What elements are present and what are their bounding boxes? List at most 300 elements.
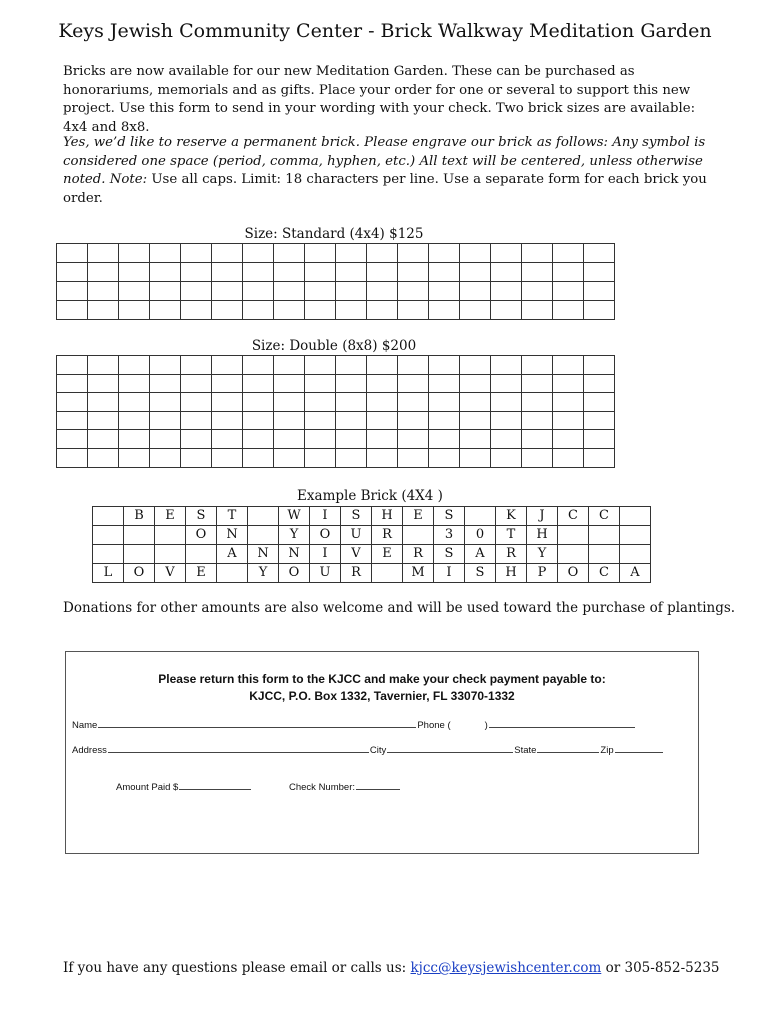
standard-brick-cell[interactable] bbox=[367, 282, 398, 301]
double-brick-cell[interactable] bbox=[429, 411, 460, 430]
double-brick-cell[interactable] bbox=[150, 393, 181, 412]
example-brick-cell: E bbox=[372, 545, 403, 564]
standard-brick-cell[interactable] bbox=[119, 263, 150, 282]
state-label: State bbox=[514, 745, 537, 756]
double-brick-cell[interactable] bbox=[88, 411, 119, 430]
example-brick-cell: R bbox=[372, 526, 403, 545]
standard-brick-cell[interactable] bbox=[336, 263, 367, 282]
double-brick-cell[interactable] bbox=[336, 356, 367, 375]
example-brick-cell: Y bbox=[527, 545, 558, 564]
double-brick-cell[interactable] bbox=[119, 374, 150, 393]
standard-brick-cell[interactable] bbox=[429, 263, 460, 282]
double-brick-cell[interactable] bbox=[553, 393, 584, 412]
example-brick-cell: I bbox=[310, 545, 341, 564]
example-brick-cell bbox=[589, 526, 620, 545]
standard-brick-cell[interactable] bbox=[305, 244, 336, 263]
phone-area-code-field[interactable] bbox=[452, 719, 484, 728]
check-number-field[interactable] bbox=[356, 780, 400, 790]
example-brick-cell: U bbox=[310, 564, 341, 583]
double-brick-cell[interactable] bbox=[305, 430, 336, 449]
double-brick-cell[interactable] bbox=[522, 430, 553, 449]
double-brick-cell[interactable] bbox=[584, 411, 615, 430]
double-brick-cell[interactable] bbox=[460, 411, 491, 430]
standard-brick-cell[interactable] bbox=[522, 301, 553, 320]
double-brick-cell[interactable] bbox=[88, 430, 119, 449]
standard-brick-grid[interactable] bbox=[56, 243, 615, 320]
standard-brick-cell[interactable] bbox=[336, 244, 367, 263]
double-brick-cell[interactable] bbox=[553, 430, 584, 449]
example-brick-cell bbox=[620, 526, 651, 545]
double-brick-cell[interactable] bbox=[553, 356, 584, 375]
double-brick-cell[interactable] bbox=[584, 374, 615, 393]
standard-brick-cell[interactable] bbox=[491, 244, 522, 263]
double-brick-grid[interactable] bbox=[56, 355, 615, 468]
double-brick-cell[interactable] bbox=[398, 448, 429, 467]
example-brick-cell: N bbox=[217, 526, 248, 545]
double-brick-cell[interactable] bbox=[243, 393, 274, 412]
double-brick-cell[interactable] bbox=[336, 430, 367, 449]
double-brick-cell[interactable] bbox=[584, 448, 615, 467]
double-brick-cell[interactable] bbox=[460, 356, 491, 375]
double-brick-cell[interactable] bbox=[243, 448, 274, 467]
standard-brick-cell[interactable] bbox=[336, 282, 367, 301]
standard-brick-cell[interactable] bbox=[522, 244, 553, 263]
example-brick-cell bbox=[93, 507, 124, 526]
example-brick-cell: R bbox=[496, 545, 527, 564]
example-brick-cell: C bbox=[558, 507, 589, 526]
example-brick-cell: O bbox=[124, 564, 155, 583]
example-brick-row bbox=[93, 526, 651, 545]
example-brick-cell: U bbox=[341, 526, 372, 545]
example-brick-cell: E bbox=[155, 507, 186, 526]
example-brick-cell: T bbox=[217, 507, 248, 526]
example-brick-cell: M bbox=[403, 564, 434, 583]
double-brick-cell[interactable] bbox=[429, 448, 460, 467]
page-title: Keys Jewish Community Center - Brick Walkway Meditation Garden bbox=[58, 20, 712, 42]
standard-brick-cell[interactable] bbox=[212, 301, 243, 320]
double-brick-cell[interactable] bbox=[367, 374, 398, 393]
standard-brick-cell[interactable] bbox=[398, 301, 429, 320]
standard-brick-cell[interactable] bbox=[553, 282, 584, 301]
double-brick-cell[interactable] bbox=[553, 448, 584, 467]
example-brick-cell bbox=[620, 545, 651, 564]
mailing-address: KJCC, P.O. Box 1332, Tavernier, FL 33070-1332 bbox=[249, 689, 515, 703]
example-brick-cell: E bbox=[403, 507, 434, 526]
example-brick-cell: H bbox=[496, 564, 527, 583]
double-brick-cell[interactable] bbox=[305, 448, 336, 467]
double-brick-cell[interactable] bbox=[57, 448, 88, 467]
standard-brick-cell[interactable] bbox=[274, 263, 305, 282]
example-brick-cell: J bbox=[527, 507, 558, 526]
state-field[interactable] bbox=[537, 743, 599, 753]
double-brick-cell[interactable] bbox=[305, 374, 336, 393]
standard-brick-cell[interactable] bbox=[150, 282, 181, 301]
standard-brick-cell[interactable] bbox=[584, 263, 615, 282]
standard-brick-cell[interactable] bbox=[212, 282, 243, 301]
double-brick-cell[interactable] bbox=[491, 448, 522, 467]
double-brick-cell[interactable] bbox=[429, 393, 460, 412]
double-brick-cell[interactable] bbox=[88, 393, 119, 412]
double-brick-cell[interactable] bbox=[181, 393, 212, 412]
standard-brick-cell[interactable] bbox=[522, 282, 553, 301]
standard-brick-cell[interactable] bbox=[212, 263, 243, 282]
example-brick-cell bbox=[155, 545, 186, 564]
standard-brick-cell[interactable] bbox=[429, 244, 460, 263]
example-brick-cell bbox=[589, 545, 620, 564]
double-brick-cell[interactable] bbox=[119, 448, 150, 467]
example-brick-cell bbox=[124, 545, 155, 564]
example-brick-cell bbox=[558, 545, 589, 564]
example-brick-cell: O bbox=[279, 564, 310, 583]
standard-brick-cell[interactable] bbox=[88, 263, 119, 282]
standard-brick-cell[interactable] bbox=[57, 263, 88, 282]
address-field[interactable] bbox=[108, 743, 369, 753]
example-brick-cell: I bbox=[310, 507, 341, 526]
double-brick-cell[interactable] bbox=[522, 393, 553, 412]
double-brick-cell[interactable] bbox=[150, 430, 181, 449]
example-brick-cell: S bbox=[434, 507, 465, 526]
standard-brick-cell[interactable] bbox=[119, 282, 150, 301]
double-brick-cell[interactable] bbox=[88, 356, 119, 375]
double-brick-cell[interactable] bbox=[584, 430, 615, 449]
double-brick-cell[interactable] bbox=[181, 356, 212, 375]
double-brick-cell[interactable] bbox=[212, 374, 243, 393]
example-brick-cell: 3 bbox=[434, 526, 465, 545]
double-brick-cell[interactable] bbox=[212, 356, 243, 375]
standard-brick-cell[interactable] bbox=[212, 244, 243, 263]
double-brick-cell[interactable] bbox=[398, 393, 429, 412]
standard-brick-row bbox=[57, 282, 615, 301]
double-brick-cell[interactable] bbox=[584, 393, 615, 412]
double-brick-cell[interactable] bbox=[336, 448, 367, 467]
double-brick-cell[interactable] bbox=[150, 356, 181, 375]
standard-brick-cell[interactable] bbox=[305, 282, 336, 301]
standard-brick-cell[interactable] bbox=[367, 263, 398, 282]
intro-paragraph: Bricks are now available for our new Meditation Garden. These can be purchased as honorariums, memorials and as gifts. Place your order for one or several to support this new project. Use this form to send in your wording with your check. Two brick sizes are available: 4x4 and 8x8. bbox=[63, 64, 696, 135]
standard-brick-cell[interactable] bbox=[57, 301, 88, 320]
double-brick-cell[interactable] bbox=[88, 374, 119, 393]
standard-brick-cell[interactable] bbox=[243, 244, 274, 263]
double-brick-cell[interactable] bbox=[212, 448, 243, 467]
standard-brick-cell[interactable] bbox=[398, 282, 429, 301]
double-brick-cell[interactable] bbox=[522, 356, 553, 375]
example-brick-cell: Y bbox=[248, 564, 279, 583]
example-brick-cell bbox=[93, 526, 124, 545]
example-brick-cell: R bbox=[403, 545, 434, 564]
double-brick-cell[interactable] bbox=[274, 356, 305, 375]
standard-brick-cell[interactable] bbox=[553, 244, 584, 263]
donations-note: Donations for other amounts are also welcome and will be used toward the purchase of plantings. bbox=[63, 600, 736, 616]
name-field[interactable] bbox=[98, 718, 416, 728]
standard-brick-cell[interactable] bbox=[305, 263, 336, 282]
standard-brick-cell[interactable] bbox=[429, 282, 460, 301]
standard-brick-cell[interactable] bbox=[584, 282, 615, 301]
double-brick-cell[interactable] bbox=[460, 430, 491, 449]
check-number-label: Check Number: bbox=[289, 782, 355, 793]
double-brick-cell[interactable] bbox=[553, 411, 584, 430]
double-brick-cell[interactable] bbox=[336, 374, 367, 393]
example-brick-cell bbox=[217, 564, 248, 583]
double-brick-cell[interactable] bbox=[398, 356, 429, 375]
standard-brick-cell[interactable] bbox=[398, 263, 429, 282]
standard-brick-cell[interactable] bbox=[274, 282, 305, 301]
address-label: Address bbox=[72, 745, 107, 756]
standard-brick-cell[interactable] bbox=[553, 263, 584, 282]
standard-brick-cell[interactable] bbox=[57, 282, 88, 301]
double-brick-cell[interactable] bbox=[274, 411, 305, 430]
example-brick-caption: Example Brick (4X4 ) bbox=[297, 488, 443, 504]
example-brick-cell: O bbox=[310, 526, 341, 545]
example-brick-row bbox=[93, 507, 651, 526]
standard-brick-cell[interactable] bbox=[119, 301, 150, 320]
double-brick-cell[interactable] bbox=[212, 430, 243, 449]
standard-brick-cell[interactable] bbox=[274, 301, 305, 320]
zip-field[interactable] bbox=[615, 743, 663, 753]
standard-brick-row bbox=[57, 263, 615, 282]
double-brick-cell[interactable] bbox=[212, 393, 243, 412]
return-instructions-line-1: Please return this form to the KJCC and make your check payment payable to: bbox=[158, 672, 606, 686]
instructions-paragraph bbox=[63, 134, 713, 208]
example-brick-cell bbox=[155, 526, 186, 545]
example-brick-cell: C bbox=[589, 507, 620, 526]
standard-brick-cell[interactable] bbox=[460, 263, 491, 282]
double-brick-cell[interactable] bbox=[491, 393, 522, 412]
double-brick-cell[interactable] bbox=[460, 448, 491, 467]
example-brick-cell: T bbox=[496, 526, 527, 545]
standard-brick-cell[interactable] bbox=[181, 263, 212, 282]
double-brick-cell[interactable] bbox=[584, 356, 615, 375]
example-brick-cell: S bbox=[465, 564, 496, 583]
standard-brick-cell[interactable] bbox=[57, 244, 88, 263]
standard-brick-cell[interactable] bbox=[491, 263, 522, 282]
standard-brick-cell[interactable] bbox=[150, 244, 181, 263]
contact-footer bbox=[63, 960, 720, 976]
double-brick-cell[interactable] bbox=[522, 374, 553, 393]
standard-brick-cell[interactable] bbox=[367, 301, 398, 320]
example-brick-cell bbox=[124, 526, 155, 545]
double-brick-cell[interactable] bbox=[274, 393, 305, 412]
double-brick-cell[interactable] bbox=[150, 411, 181, 430]
standard-brick-cell[interactable] bbox=[88, 301, 119, 320]
double-brick-cell[interactable] bbox=[460, 374, 491, 393]
double-brick-row bbox=[57, 356, 615, 375]
example-brick-cell bbox=[372, 564, 403, 583]
double-brick-cell[interactable] bbox=[243, 356, 274, 375]
example-brick-cell: P bbox=[527, 564, 558, 583]
example-brick-cell bbox=[248, 526, 279, 545]
double-brick-cell[interactable] bbox=[522, 411, 553, 430]
double-brick-cell[interactable] bbox=[398, 430, 429, 449]
example-brick-cell: S bbox=[341, 507, 372, 526]
standard-brick-cell[interactable] bbox=[119, 244, 150, 263]
example-brick-cell: B bbox=[124, 507, 155, 526]
city-label: City bbox=[369, 745, 387, 756]
address-row bbox=[72, 743, 664, 756]
contact-text: If you have any questions please email or calls us: bbox=[63, 960, 407, 976]
example-brick-cell bbox=[403, 526, 434, 545]
double-brick-cell[interactable] bbox=[212, 411, 243, 430]
double-brick-row bbox=[57, 430, 615, 449]
standard-brick-cell[interactable] bbox=[460, 301, 491, 320]
double-brick-cell[interactable] bbox=[119, 430, 150, 449]
example-brick-cell: C bbox=[589, 564, 620, 583]
standard-brick-row bbox=[57, 301, 615, 320]
city-field[interactable] bbox=[387, 743, 513, 753]
double-brick-cell[interactable] bbox=[119, 356, 150, 375]
example-brick-cell: O bbox=[558, 564, 589, 583]
standard-brick-cell[interactable] bbox=[584, 244, 615, 263]
standard-brick-cell[interactable] bbox=[150, 263, 181, 282]
contact-phone: 305-852-5235 bbox=[624, 960, 720, 976]
double-brick-cell[interactable] bbox=[491, 430, 522, 449]
standard-brick-cell[interactable] bbox=[181, 301, 212, 320]
double-brick-cell[interactable] bbox=[243, 411, 274, 430]
amount-paid-label: Amount Paid $ bbox=[116, 782, 179, 793]
double-brick-cell[interactable] bbox=[119, 411, 150, 430]
example-brick-cell: 0 bbox=[465, 526, 496, 545]
standard-brick-cell[interactable] bbox=[491, 301, 522, 320]
standard-brick-cell[interactable] bbox=[181, 244, 212, 263]
standard-brick-cell[interactable] bbox=[305, 301, 336, 320]
amount-paid-field[interactable] bbox=[179, 780, 251, 790]
standard-brick-cell[interactable] bbox=[522, 263, 553, 282]
standard-brick-cell[interactable] bbox=[336, 301, 367, 320]
phone-label: Phone ( bbox=[417, 720, 451, 731]
double-brick-cell[interactable] bbox=[429, 356, 460, 375]
example-brick-cell: I bbox=[434, 564, 465, 583]
double-brick-cell[interactable] bbox=[429, 374, 460, 393]
name-label: Name bbox=[72, 720, 98, 731]
double-brick-cell[interactable] bbox=[57, 393, 88, 412]
standard-brick-cell[interactable] bbox=[150, 301, 181, 320]
example-brick-grid bbox=[92, 506, 651, 583]
example-brick-cell: A bbox=[620, 564, 651, 583]
example-brick-cell: E bbox=[186, 564, 217, 583]
double-brick-cell[interactable] bbox=[274, 448, 305, 467]
standard-size-caption: Size: Standard (4x4) $125 bbox=[244, 226, 424, 242]
double-brick-cell[interactable] bbox=[460, 393, 491, 412]
example-brick-cell: V bbox=[155, 564, 186, 583]
example-brick-cell: Y bbox=[279, 526, 310, 545]
double-brick-cell[interactable] bbox=[243, 430, 274, 449]
double-brick-row bbox=[57, 393, 615, 412]
example-brick-cell: L bbox=[93, 564, 124, 583]
double-brick-cell[interactable] bbox=[119, 393, 150, 412]
double-brick-cell[interactable] bbox=[274, 430, 305, 449]
double-brick-cell[interactable] bbox=[367, 411, 398, 430]
double-brick-cell[interactable] bbox=[57, 356, 88, 375]
standard-brick-cell[interactable] bbox=[243, 301, 274, 320]
standard-brick-cell[interactable] bbox=[398, 244, 429, 263]
example-brick-cell: H bbox=[527, 526, 558, 545]
standard-brick-cell[interactable] bbox=[584, 301, 615, 320]
example-brick-cell: S bbox=[186, 507, 217, 526]
standard-brick-cell[interactable] bbox=[553, 301, 584, 320]
double-brick-cell[interactable] bbox=[150, 374, 181, 393]
standard-brick-cell[interactable] bbox=[429, 301, 460, 320]
double-brick-cell[interactable] bbox=[243, 374, 274, 393]
double-brick-cell[interactable] bbox=[367, 356, 398, 375]
double-brick-cell[interactable] bbox=[88, 448, 119, 467]
double-brick-cell[interactable] bbox=[150, 448, 181, 467]
standard-brick-cell[interactable] bbox=[274, 244, 305, 263]
example-brick-cell: S bbox=[434, 545, 465, 564]
standard-brick-cell[interactable] bbox=[460, 282, 491, 301]
example-brick-cell: V bbox=[341, 545, 372, 564]
example-brick-cell bbox=[558, 526, 589, 545]
double-brick-cell[interactable] bbox=[336, 393, 367, 412]
standard-brick-cell[interactable] bbox=[243, 263, 274, 282]
standard-brick-cell[interactable] bbox=[460, 244, 491, 263]
example-brick-cell: A bbox=[465, 545, 496, 564]
example-brick-cell: N bbox=[248, 545, 279, 564]
amount-row bbox=[116, 780, 252, 793]
standard-brick-cell[interactable] bbox=[243, 282, 274, 301]
double-brick-cell[interactable] bbox=[398, 411, 429, 430]
double-brick-cell[interactable] bbox=[367, 448, 398, 467]
contact-or: or bbox=[605, 960, 621, 976]
standard-brick-cell[interactable] bbox=[181, 282, 212, 301]
double-brick-cell[interactable] bbox=[305, 356, 336, 375]
double-brick-cell[interactable] bbox=[57, 374, 88, 393]
standard-brick-cell[interactable] bbox=[88, 282, 119, 301]
double-brick-cell[interactable] bbox=[57, 411, 88, 430]
double-brick-cell[interactable] bbox=[181, 448, 212, 467]
double-brick-cell[interactable] bbox=[305, 393, 336, 412]
phone-field[interactable] bbox=[489, 718, 635, 728]
double-brick-cell[interactable] bbox=[398, 374, 429, 393]
double-brick-cell[interactable] bbox=[181, 374, 212, 393]
double-brick-cell[interactable] bbox=[429, 430, 460, 449]
double-brick-cell[interactable] bbox=[522, 448, 553, 467]
example-brick-cell: K bbox=[496, 507, 527, 526]
double-brick-cell[interactable] bbox=[491, 411, 522, 430]
double-brick-cell[interactable] bbox=[57, 430, 88, 449]
double-size-caption: Size: Double (8x8) $200 bbox=[251, 338, 417, 354]
standard-brick-cell[interactable] bbox=[367, 244, 398, 263]
example-brick-cell: R bbox=[341, 564, 372, 583]
example-brick-cell: H bbox=[372, 507, 403, 526]
example-brick-cell bbox=[186, 545, 217, 564]
double-brick-cell[interactable] bbox=[491, 374, 522, 393]
return-form-box bbox=[65, 651, 699, 854]
double-brick-cell[interactable] bbox=[491, 356, 522, 375]
double-brick-cell[interactable] bbox=[367, 393, 398, 412]
example-brick-cell bbox=[620, 507, 651, 526]
name-phone-row bbox=[72, 718, 636, 731]
double-brick-cell[interactable] bbox=[305, 411, 336, 430]
double-brick-cell[interactable] bbox=[274, 374, 305, 393]
example-brick-row bbox=[93, 545, 651, 564]
standard-brick-cell[interactable] bbox=[491, 282, 522, 301]
standard-brick-cell[interactable] bbox=[88, 244, 119, 263]
example-brick-cell: W bbox=[279, 507, 310, 526]
double-brick-row bbox=[57, 374, 615, 393]
double-brick-row bbox=[57, 448, 615, 467]
example-brick-cell: A bbox=[217, 545, 248, 564]
contact-email-link[interactable]: kjcc@keysjewishcenter.com bbox=[410, 960, 602, 976]
example-brick-cell bbox=[248, 507, 279, 526]
standard-brick-row bbox=[57, 244, 615, 263]
double-brick-cell[interactable] bbox=[181, 430, 212, 449]
double-brick-cell[interactable] bbox=[181, 411, 212, 430]
example-brick-cell bbox=[465, 507, 496, 526]
double-brick-cell[interactable] bbox=[336, 411, 367, 430]
double-brick-row bbox=[57, 411, 615, 430]
example-brick-cell: N bbox=[279, 545, 310, 564]
double-brick-cell[interactable] bbox=[367, 430, 398, 449]
double-brick-cell[interactable] bbox=[553, 374, 584, 393]
